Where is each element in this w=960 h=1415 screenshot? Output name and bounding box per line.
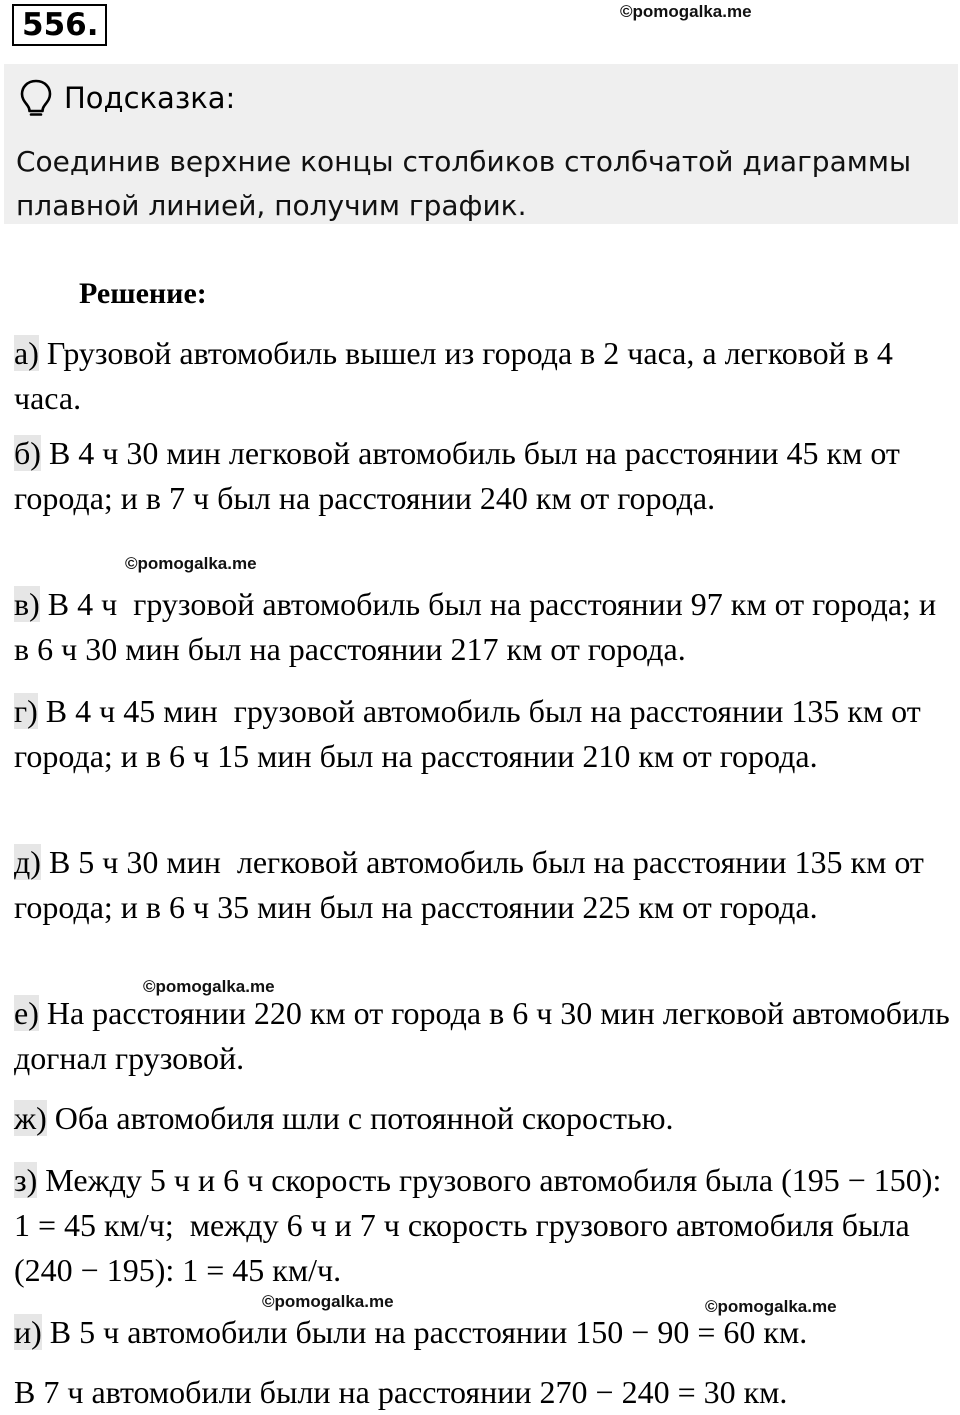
watermark: ©pomogalka.me — [143, 977, 275, 996]
item-text: В 4 ч грузовой автомобиль был на расстоянии 97 км от города; и в 6 ч 30 мин был на расстоянии 217 км от города. — [14, 586, 945, 667]
hint-title: Подсказка: — [64, 81, 236, 115]
solution-item-d — [14, 840, 954, 930]
task-number: 556. — [12, 4, 107, 46]
solution-item-b — [14, 431, 954, 521]
solution-item-g — [14, 689, 954, 779]
solution-item-a — [14, 331, 954, 421]
solution-item-zh — [14, 1096, 954, 1141]
item-text: В 4 ч 30 мин легковой автомобиль был на расстоянии 45 км от города; и в 7 ч был на расстоянии 240 км от города. — [14, 435, 908, 516]
item-text: Грузовой автомобиль вышел из города в 2 часа, а легковой в 4 часа. — [14, 335, 901, 416]
item-text: В 5 ч 30 мин легковой автомобиль был на расстоянии 135 км от города; и в 6 ч 35 мин был на расстоянии 225 км от города. — [14, 844, 932, 925]
item-text: На расстоянии 220 км от города в 6 ч 30 мин легковой автомобиль догнал грузовой. — [14, 995, 958, 1076]
solution-item-i — [14, 1310, 954, 1355]
hint-text: Соединив верхние концы столбиков столбчатой диаграммы плавной линией, получим график. — [16, 145, 912, 222]
lightbulb-icon — [18, 78, 54, 118]
watermark: ©pomogalka.me — [125, 554, 257, 573]
solution-item-v — [14, 582, 954, 672]
solution-item-z — [14, 1158, 954, 1293]
hint-header — [18, 78, 235, 118]
solution-title: Решение: — [79, 277, 207, 310]
watermark: ©pomogalka.me — [620, 2, 752, 21]
solution-final-line: В 7 ч автомобили были на расстоянии 270 − 240 = 30 км. — [14, 1374, 788, 1410]
watermark: ©pomogalka.me — [705, 1297, 837, 1316]
item-label: з) — [14, 1162, 38, 1198]
item-text: В 4 ч 45 мин грузовой автомобиль был на расстоянии 135 км от города; и в 6 ч 15 мин был на расстоянии 210 км от города. — [14, 693, 929, 774]
hint-box — [4, 64, 958, 224]
item-label: г) — [14, 693, 38, 729]
item-label: и) — [14, 1314, 42, 1350]
item-text: В 5 ч автомобили были на расстоянии 150 − 90 = 60 км. — [41, 1314, 808, 1350]
item-label: е) — [14, 995, 39, 1031]
item-text: Между 5 ч и 6 ч скорость грузового автомобиля была (195 − 150): 1 = 45 км/ч; между 6 ч и 7 ч скорость грузового автомобиля была (240 − 195): 1 = 45 км/ч. — [14, 1162, 950, 1288]
item-label: в) — [14, 586, 40, 622]
item-label: д) — [14, 844, 41, 880]
item-text: Оба автомобиля шли с потоянной скоростью. — [46, 1100, 674, 1136]
solution-item-e — [14, 991, 958, 1081]
item-label: ж) — [14, 1100, 47, 1136]
item-label: б) — [14, 435, 41, 471]
item-label: а) — [14, 335, 39, 371]
watermark: ©pomogalka.me — [262, 1292, 394, 1311]
